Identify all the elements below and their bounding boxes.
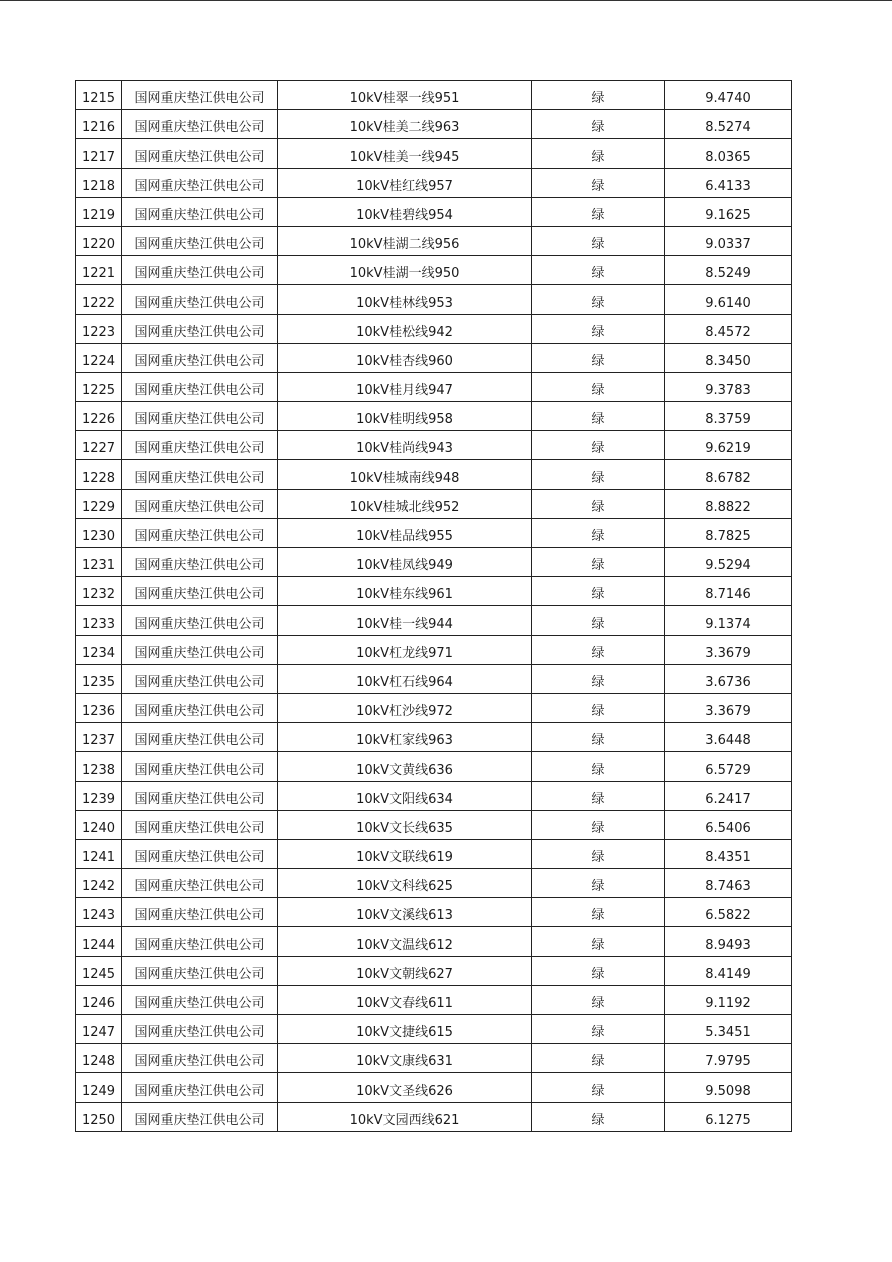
row-number-cell: 1244	[76, 927, 122, 956]
status-color-cell: 绿	[532, 168, 665, 197]
line-name-cell: 10kV文长线635	[278, 810, 532, 839]
line-name-cell: 10kV文黄线636	[278, 752, 532, 781]
table-row	[76, 197, 792, 226]
status-color-cell: 绿	[532, 577, 665, 606]
row-number-cell: 1234	[76, 635, 122, 664]
line-name-cell: 10kV文捷线615	[278, 1015, 532, 1044]
row-number-cell: 1242	[76, 869, 122, 898]
line-name-cell: 10kV桂美二线963	[278, 110, 532, 139]
value-cell: 9.0337	[665, 226, 792, 255]
value-cell: 6.5729	[665, 752, 792, 781]
value-cell: 8.8822	[665, 489, 792, 518]
line-name-cell: 10kV桂湖一线950	[278, 256, 532, 285]
value-cell: 9.5294	[665, 548, 792, 577]
value-cell: 9.5098	[665, 1073, 792, 1102]
company-cell: 国网重庆垫江供电公司	[122, 314, 278, 343]
company-cell: 国网重庆垫江供电公司	[122, 810, 278, 839]
value-cell: 9.6140	[665, 285, 792, 314]
status-color-cell: 绿	[532, 839, 665, 868]
company-cell: 国网重庆垫江供电公司	[122, 168, 278, 197]
value-cell: 8.6782	[665, 460, 792, 489]
company-cell: 国网重庆垫江供电公司	[122, 1044, 278, 1073]
company-cell: 国网重庆垫江供电公司	[122, 869, 278, 898]
line-name-cell: 10kV桂东线961	[278, 577, 532, 606]
table-row	[76, 781, 792, 810]
company-cell: 国网重庆垫江供电公司	[122, 489, 278, 518]
company-cell: 国网重庆垫江供电公司	[122, 781, 278, 810]
line-name-cell: 10kV桂明线958	[278, 402, 532, 431]
status-color-cell: 绿	[532, 314, 665, 343]
table-row	[76, 664, 792, 693]
status-color-cell: 绿	[532, 285, 665, 314]
row-number-cell: 1237	[76, 723, 122, 752]
table-row	[76, 752, 792, 781]
line-name-cell: 10kV桂尚线943	[278, 431, 532, 460]
row-number-cell: 1232	[76, 577, 122, 606]
table-row	[76, 1044, 792, 1073]
line-name-cell: 10kV杠家线963	[278, 723, 532, 752]
line-name-cell: 10kV杠龙线971	[278, 635, 532, 664]
line-name-cell: 10kV文春线611	[278, 985, 532, 1014]
table-row	[76, 518, 792, 547]
row-number-cell: 1229	[76, 489, 122, 518]
value-cell: 6.4133	[665, 168, 792, 197]
table-row	[76, 635, 792, 664]
status-color-cell: 绿	[532, 197, 665, 226]
company-cell: 国网重庆垫江供电公司	[122, 752, 278, 781]
row-number-cell: 1250	[76, 1102, 122, 1131]
status-color-cell: 绿	[532, 1044, 665, 1073]
value-cell: 8.7463	[665, 869, 792, 898]
line-name-cell: 10kV桂品线955	[278, 518, 532, 547]
table-row	[76, 343, 792, 372]
company-cell: 国网重庆垫江供电公司	[122, 431, 278, 460]
status-color-cell: 绿	[532, 752, 665, 781]
row-number-cell: 1233	[76, 606, 122, 635]
value-cell: 3.3679	[665, 635, 792, 664]
row-number-cell: 1223	[76, 314, 122, 343]
table-row	[76, 723, 792, 752]
table-row	[76, 898, 792, 927]
company-cell: 国网重庆垫江供电公司	[122, 110, 278, 139]
row-number-cell: 1245	[76, 956, 122, 985]
line-name-cell: 10kV文康线631	[278, 1044, 532, 1073]
line-name-cell: 10kV文园西线621	[278, 1102, 532, 1131]
value-cell: 8.5274	[665, 110, 792, 139]
company-cell: 国网重庆垫江供电公司	[122, 577, 278, 606]
company-cell: 国网重庆垫江供电公司	[122, 956, 278, 985]
table-row	[76, 314, 792, 343]
company-cell: 国网重庆垫江供电公司	[122, 664, 278, 693]
table-row	[76, 985, 792, 1014]
status-color-cell: 绿	[532, 1102, 665, 1131]
value-cell: 9.1374	[665, 606, 792, 635]
status-color-cell: 绿	[532, 81, 665, 110]
row-number-cell: 1231	[76, 548, 122, 577]
table-row	[76, 927, 792, 956]
company-cell: 国网重庆垫江供电公司	[122, 723, 278, 752]
table-row	[76, 606, 792, 635]
company-cell: 国网重庆垫江供电公司	[122, 402, 278, 431]
row-number-cell: 1249	[76, 1073, 122, 1102]
data-table	[75, 80, 792, 1132]
value-cell: 6.5822	[665, 898, 792, 927]
status-color-cell: 绿	[532, 985, 665, 1014]
value-cell: 8.3450	[665, 343, 792, 372]
value-cell: 8.4351	[665, 839, 792, 868]
table-row	[76, 869, 792, 898]
table-row	[76, 839, 792, 868]
line-name-cell: 10kV文朝线627	[278, 956, 532, 985]
row-number-cell: 1243	[76, 898, 122, 927]
line-name-cell: 10kV文科线625	[278, 869, 532, 898]
company-cell: 国网重庆垫江供电公司	[122, 927, 278, 956]
value-cell: 9.4740	[665, 81, 792, 110]
row-number-cell: 1241	[76, 839, 122, 868]
table-row	[76, 810, 792, 839]
table-row	[76, 81, 792, 110]
status-color-cell: 绿	[532, 372, 665, 401]
line-name-cell: 10kV桂红线957	[278, 168, 532, 197]
value-cell: 8.5249	[665, 256, 792, 285]
row-number-cell: 1239	[76, 781, 122, 810]
company-cell: 国网重庆垫江供电公司	[122, 460, 278, 489]
value-cell: 9.6219	[665, 431, 792, 460]
value-cell: 9.1625	[665, 197, 792, 226]
row-number-cell: 1238	[76, 752, 122, 781]
value-cell: 6.1275	[665, 1102, 792, 1131]
status-color-cell: 绿	[532, 402, 665, 431]
value-cell: 3.6736	[665, 664, 792, 693]
line-name-cell: 10kV桂林线953	[278, 285, 532, 314]
company-cell: 国网重庆垫江供电公司	[122, 139, 278, 168]
table-row	[76, 548, 792, 577]
company-cell: 国网重庆垫江供电公司	[122, 635, 278, 664]
company-cell: 国网重庆垫江供电公司	[122, 1073, 278, 1102]
table-row	[76, 256, 792, 285]
table-row	[76, 1015, 792, 1044]
table-row	[76, 372, 792, 401]
row-number-cell: 1228	[76, 460, 122, 489]
line-name-cell: 10kV桂城南线948	[278, 460, 532, 489]
table-row	[76, 402, 792, 431]
value-cell: 8.4572	[665, 314, 792, 343]
company-cell: 国网重庆垫江供电公司	[122, 548, 278, 577]
row-number-cell: 1218	[76, 168, 122, 197]
status-color-cell: 绿	[532, 723, 665, 752]
value-cell: 9.1192	[665, 985, 792, 1014]
row-number-cell: 1222	[76, 285, 122, 314]
value-cell: 8.3759	[665, 402, 792, 431]
line-name-cell: 10kV桂松线942	[278, 314, 532, 343]
line-name-cell: 10kV文联线619	[278, 839, 532, 868]
row-number-cell: 1221	[76, 256, 122, 285]
status-color-cell: 绿	[532, 956, 665, 985]
line-name-cell: 10kV桂美一线945	[278, 139, 532, 168]
company-cell: 国网重庆垫江供电公司	[122, 1015, 278, 1044]
row-number-cell: 1220	[76, 226, 122, 255]
company-cell: 国网重庆垫江供电公司	[122, 693, 278, 722]
company-cell: 国网重庆垫江供电公司	[122, 985, 278, 1014]
value-cell: 7.9795	[665, 1044, 792, 1073]
status-color-cell: 绿	[532, 693, 665, 722]
row-number-cell: 1248	[76, 1044, 122, 1073]
table-row	[76, 285, 792, 314]
status-color-cell: 绿	[532, 1015, 665, 1044]
row-number-cell: 1235	[76, 664, 122, 693]
line-name-cell: 10kV桂月线947	[278, 372, 532, 401]
row-number-cell: 1219	[76, 197, 122, 226]
row-number-cell: 1247	[76, 1015, 122, 1044]
value-cell: 6.5406	[665, 810, 792, 839]
row-number-cell: 1215	[76, 81, 122, 110]
line-name-cell: 10kV文阳线634	[278, 781, 532, 810]
status-color-cell: 绿	[532, 548, 665, 577]
company-cell: 国网重庆垫江供电公司	[122, 518, 278, 547]
line-name-cell: 10kV桂城北线952	[278, 489, 532, 518]
status-color-cell: 绿	[532, 606, 665, 635]
table-row	[76, 139, 792, 168]
company-cell: 国网重庆垫江供电公司	[122, 226, 278, 255]
status-color-cell: 绿	[532, 139, 665, 168]
row-number-cell: 1226	[76, 402, 122, 431]
company-cell: 国网重庆垫江供电公司	[122, 898, 278, 927]
status-color-cell: 绿	[532, 518, 665, 547]
value-cell: 9.3783	[665, 372, 792, 401]
table-row	[76, 693, 792, 722]
line-name-cell: 10kV桂凤线949	[278, 548, 532, 577]
line-name-cell: 10kV桂一线944	[278, 606, 532, 635]
value-cell: 8.4149	[665, 956, 792, 985]
status-color-cell: 绿	[532, 810, 665, 839]
status-color-cell: 绿	[532, 431, 665, 460]
line-name-cell: 10kV桂杏线960	[278, 343, 532, 372]
table-row	[76, 1073, 792, 1102]
table-row	[76, 577, 792, 606]
value-cell: 3.3679	[665, 693, 792, 722]
table-row	[76, 431, 792, 460]
row-number-cell: 1216	[76, 110, 122, 139]
line-name-cell: 10kV文温线612	[278, 927, 532, 956]
table-row	[76, 489, 792, 518]
table-row	[76, 110, 792, 139]
row-number-cell: 1217	[76, 139, 122, 168]
value-cell: 8.7825	[665, 518, 792, 547]
row-number-cell: 1240	[76, 810, 122, 839]
status-color-cell: 绿	[532, 110, 665, 139]
company-cell: 国网重庆垫江供电公司	[122, 372, 278, 401]
row-number-cell: 1246	[76, 985, 122, 1014]
status-color-cell: 绿	[532, 226, 665, 255]
table-row	[76, 956, 792, 985]
status-color-cell: 绿	[532, 635, 665, 664]
status-color-cell: 绿	[532, 489, 665, 518]
line-name-cell: 10kV桂湖二线956	[278, 226, 532, 255]
value-cell: 8.7146	[665, 577, 792, 606]
company-cell: 国网重庆垫江供电公司	[122, 81, 278, 110]
table-row	[76, 1102, 792, 1131]
value-cell: 8.0365	[665, 139, 792, 168]
value-cell: 6.2417	[665, 781, 792, 810]
line-name-cell: 10kV杠沙线972	[278, 693, 532, 722]
company-cell: 国网重庆垫江供电公司	[122, 285, 278, 314]
status-color-cell: 绿	[532, 898, 665, 927]
line-name-cell: 10kV桂碧线954	[278, 197, 532, 226]
value-cell: 5.3451	[665, 1015, 792, 1044]
row-number-cell: 1236	[76, 693, 122, 722]
row-number-cell: 1230	[76, 518, 122, 547]
table-row	[76, 226, 792, 255]
company-cell: 国网重庆垫江供电公司	[122, 606, 278, 635]
status-color-cell: 绿	[532, 1073, 665, 1102]
table-row	[76, 460, 792, 489]
status-color-cell: 绿	[532, 869, 665, 898]
value-cell: 8.9493	[665, 927, 792, 956]
page-top-rule	[0, 0, 892, 1]
status-color-cell: 绿	[532, 343, 665, 372]
line-name-cell: 10kV文溪线613	[278, 898, 532, 927]
line-name-cell: 10kV杠石线964	[278, 664, 532, 693]
company-cell: 国网重庆垫江供电公司	[122, 343, 278, 372]
status-color-cell: 绿	[532, 256, 665, 285]
row-number-cell: 1224	[76, 343, 122, 372]
table-body	[76, 81, 792, 1132]
row-number-cell: 1225	[76, 372, 122, 401]
value-cell: 3.6448	[665, 723, 792, 752]
status-color-cell: 绿	[532, 664, 665, 693]
status-color-cell: 绿	[532, 927, 665, 956]
table-row	[76, 168, 792, 197]
company-cell: 国网重庆垫江供电公司	[122, 197, 278, 226]
row-number-cell: 1227	[76, 431, 122, 460]
status-color-cell: 绿	[532, 460, 665, 489]
company-cell: 国网重庆垫江供电公司	[122, 256, 278, 285]
line-name-cell: 10kV桂翠一线951	[278, 81, 532, 110]
status-color-cell: 绿	[532, 781, 665, 810]
company-cell: 国网重庆垫江供电公司	[122, 1102, 278, 1131]
line-name-cell: 10kV文圣线626	[278, 1073, 532, 1102]
company-cell: 国网重庆垫江供电公司	[122, 839, 278, 868]
